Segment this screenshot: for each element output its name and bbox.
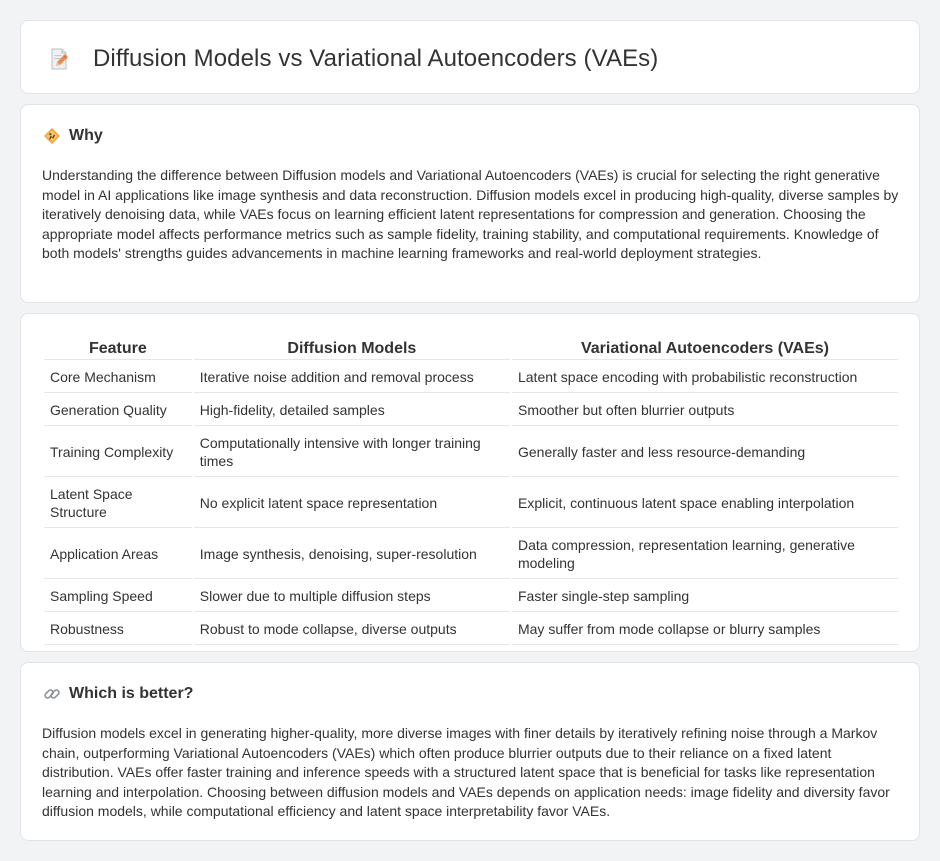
vae-cell: Faster single-step sampling [512,581,898,612]
which-is-better-section [20,662,920,841]
table-row [44,479,898,528]
table-row [44,428,898,477]
table-row [44,530,898,579]
better-heading: Which is better? [69,685,194,702]
comparison-table [42,334,900,647]
feature-cell: Training Complexity [44,428,192,477]
better-header [43,685,193,703]
diamond-sign-icon [43,127,61,145]
diffusion-cell: Iterative noise addition and removal process [194,362,510,393]
vae-cell: Latent space encoding with probabilistic reconstruction [512,362,898,393]
feature-cell: Application Areas [44,530,192,579]
document-edit-icon [47,47,71,71]
feature-cell: Sampling Speed [44,581,192,612]
diffusion-cell: Computationally intensive with longer training times [194,428,510,477]
diffusion-cell: Image synthesis, denoising, super-resolution [194,530,510,579]
feature-cell: Core Mechanism [44,362,192,393]
title-row [47,45,658,73]
feature-cell: Robustness [44,614,192,645]
diffusion-cell: High-fidelity, detailed samples [194,395,510,426]
why-section [20,104,920,303]
vae-cell: Data compression, representation learning, generative modeling [512,530,898,579]
page-title: Diffusion Models vs Variational Autoencoders (VAEs) [93,45,659,72]
vae-cell: Generally faster and less resource-demanding [512,428,898,477]
vae-cell: Explicit, continuous latent space enabling interpolation [512,479,898,528]
why-header [43,127,103,145]
header-feature: Feature [44,336,192,360]
diffusion-cell: Slower due to multiple diffusion steps [194,581,510,612]
header-vaes: Variational Autoencoders (VAEs) [512,336,898,360]
diffusion-cell: Robust to mode collapse, diverse outputs [194,614,510,645]
comparison-section [20,313,920,652]
table-row [44,395,898,426]
vae-cell: Smoother but often blurrier outputs [512,395,898,426]
feature-cell: Latent Space Structure [44,479,192,528]
table-row [44,614,898,645]
table-header-row [44,336,898,360]
table-row [44,362,898,393]
link-icon [43,685,61,703]
vae-cell: May suffer from mode collapse or blurry samples [512,614,898,645]
table-row [44,581,898,612]
why-heading: Why [69,127,103,144]
better-body: Diffusion models excel in generating higher-quality, more diverse images with finer details by iteratively refining noise through a Markov chain, outperforming Variational Autoencoders (VAEs) which often produce blurrier outputs due to their reliance on a fixed latent distribution. VAEs offer faster training and inference speeds with a structured latent space that is beneficial for tasks like representation learning and interpolation. Choosing between diffusion models and VAEs depends on application needs: image fidelity and diversity favor diffusion models, while computational efficiency and latent space interpretability favor VAEs. [42,725,890,820]
why-body: Understanding the difference between Diffusion models and Variational Autoencoders (VAEs) is crucial for selecting the right generative model in AI applications like image synthesis and data reconstruction. Diffusion models excel in producing high-quality, diverse samples by iteratively denoising data, while VAEs focus on learning efficient latent representations for compression and generation. Choosing the appropriate model affects performance metrics such as sample fidelity, training stability, and computational requirements. Knowledge of both models' strengths guides advancements in machine learning frameworks and real-world deployment strategies. [42,167,899,262]
feature-cell: Generation Quality [44,395,192,426]
header-diffusion-models: Diffusion Models [194,336,510,360]
title-card [20,20,920,94]
diffusion-cell: No explicit latent space representation [194,479,510,528]
